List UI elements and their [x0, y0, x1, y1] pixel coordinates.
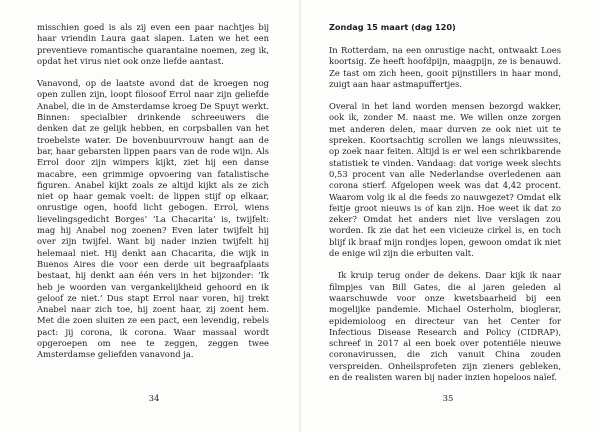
page-number-left: 34 [148, 393, 160, 403]
diary-date-heading: Zondag 15 maart (dag 120) [329, 22, 456, 32]
paragraph: Overal in het land worden mensen bezorgd wakker, ook ik, zonder M. naast me. We willen onze zorgen met anderen delen, maar durven ze ook niet uit te spreken. Koortsachtig scrollen we langs nieuwssites, op zoek naar feiten. Altijd is er wel een schrikbarende statistiek te vinden. Vandaag: dat vorige week slechts 0,53 procent van alle Nederlandse overledenen aan corona stierf. Afgelopen week was dat 4,42 procent. Waarom volg ik al die feeds zo nauwgezet? Omdat elk feitje groot nieuws is of kan zijn. Hoe weet ik dat zo zeker? Omdat het anders niet live verslagen zou worden. Ik zie dat het een vicieuze cirkel is, en toch blijf ik braaf mijn rondjes lopen, gewoon omdat ik niet de enige wil zijn die erbuiten valt. [329, 101, 561, 259]
paragraph: misschien goed is als zij even een paar nachtjes bij haar vriendin Laura gaat slapen. Laten we het een preventieve romantische quarantaine noemen, zeg ik, opdat het virus niet ook onze liefde aantast. [37, 22, 269, 66]
book-gutter [299, 0, 301, 432]
paragraph: In Rotterdam, na een onrustige nacht, ontwaakt Loes koortsig. Ze heeft hoofdpijn, maagpijn, ze is benauwd. Ze tast om zich heen, gooit pijnstillers in haar mond, zuigt aan haar astmapuffertjes. [329, 45, 561, 89]
right-page [329, 22, 561, 394]
paragraph: Ik kruip terug onder de dekens. Daar kijk ik naar filmpjes van Bill Gates, die al jaren geleden al waarschuwde voor onze kwetsbaarheid bij een mogelijke pandemie. Michael Osterholm, bioglerar, epidemioloog en directeur van het Center for Infectious Disease Research and Policy (CIDRAP), schreef in 2017 al een boek over potentiële nieuwe coronavirussen, die zich vanuit China zouden verspreiden. Onheilsprofeten zijn zieners gebleken, en de realisten waren bij nader inzien hopeloos naïef. [329, 270, 561, 383]
left-page [37, 22, 269, 372]
paragraph: Vanavond, op de laatste avond dat de kroegen nog open zullen zijn, loopt filosoof Errol naar zijn geliefde Anabel, die in de Amsterdamse kroeg De Spuyt werkt. Binnen: specialbier drinkende schreeuwers die denken dat ze gelijk hebben, en corpsballen van het troebelste water. De bovenbuurvrouw hangt aan de bar, haar gebarsten lippen paars van de rode wijn. Als Errol door zijn wimpers kijkt, ziet hij een danse macabre, een grimmige opvoering van fatalistische figuren. Anabel kijkt zoals ze altijd kijkt als ze zich niet op haar gemak voelt: de lippen stijf op elkaar, onrustige ogen, hoofd licht gebogen. Errol, wiens lievelingsgedicht Borges’ ‘La Chacarita’ is, twijfelt: mag hij Anabel nog zoenen? Even later twijfelt hij over zijn twijfel. Want bij nader inzien twijfelt hij helemaal niet. Hij denkt aan Chacarita, die wijk in Buenos Aires die voor een derde uit begraafplaats bestaat, hij denkt aan één vers in het bijzonder: ‘Ik heb je woorden van vergankelijkheid gehoord en ik geloof ze niet.’ Dus stapt Errol naar voren, hij trekt Anabel naar zich toe, hij zoent haar, zij zoent hem. Met die zoen sluiten ze een pact, een levendig, rebels pact: jij corona, ik corona. Waar massaal wordt opgeroepen om nee te zeggen, zeggen twee Amsterdamse geliefden vanavond ja. [37, 78, 269, 360]
page-number-right: 35 [442, 393, 454, 403]
